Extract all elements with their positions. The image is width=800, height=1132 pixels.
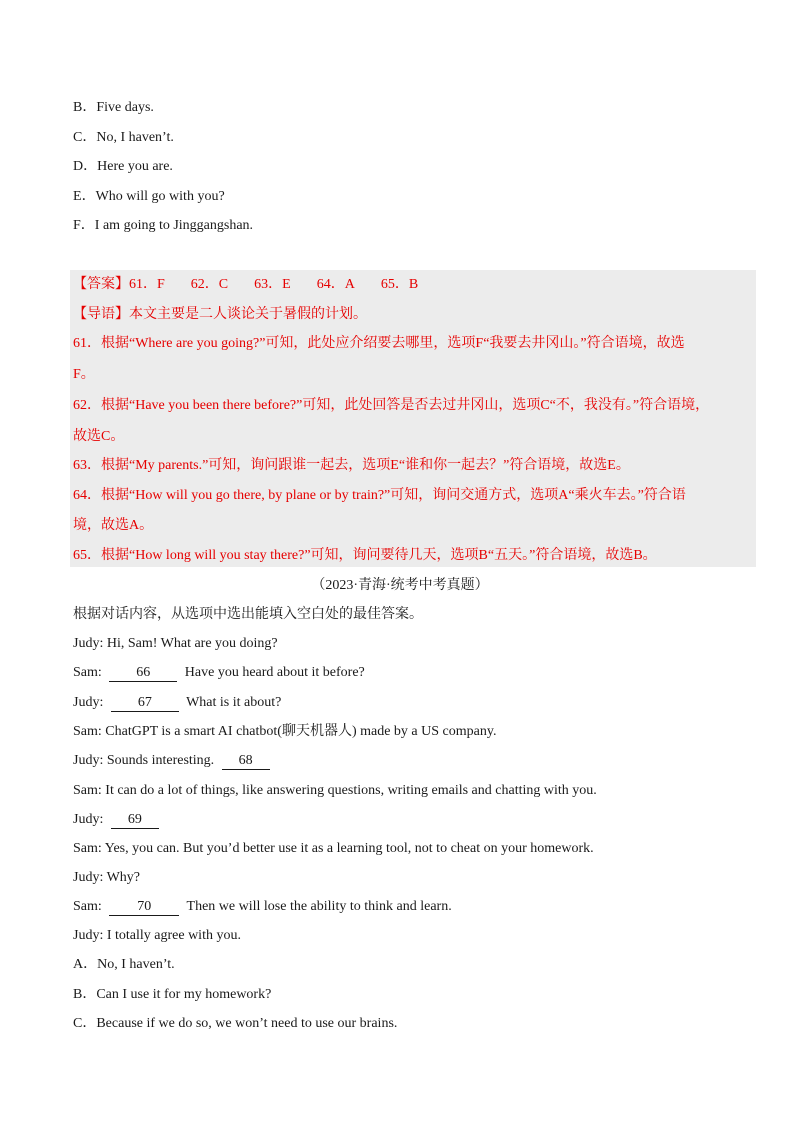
- blank-68: 68: [222, 752, 270, 770]
- option-e: E．Who will go with you?: [73, 189, 225, 204]
- blank-67: 67: [111, 694, 179, 712]
- option-c: C．No, I haven’t.: [73, 130, 174, 145]
- guide-label: 【导语】: [73, 307, 129, 322]
- explanation-61: 61．根据“Where are you going?”可知，此处应介绍要去哪里，选项F“我要去井冈山。”符合语境，故选: [73, 336, 685, 351]
- explanation-62: 62．根据“Have you been there before?”可知，此处回答是否去过井冈山，选项C“不，我没有。”符合语境，: [73, 398, 710, 413]
- dialogue-line: Sam: It can do a lot of things, like answering questions, writing emails and chatting with you.: [73, 783, 597, 798]
- answer-item: 62．C: [190, 277, 229, 292]
- answer-item: 63．E: [254, 277, 291, 292]
- answer-item: 61．F: [129, 277, 165, 292]
- blank-69: 69: [111, 811, 159, 829]
- dialogue-line: Sam: Yes, you can. But you’d better use it as a learning tool, not to cheat on your homework.: [73, 841, 594, 856]
- dialogue-line: Judy: Sounds interesting. 68: [73, 751, 274, 771]
- answer-line: [73, 275, 418, 295]
- explanation-62-cont: 故选C。: [73, 429, 125, 444]
- explanation-61-cont: F。: [73, 367, 95, 382]
- dialogue-line: Sam: ChatGPT is a smart AI chatbot(聊天机器人) made by a US company.: [73, 724, 497, 739]
- dialogue-line: Judy: Hi, Sam! What are you doing?: [73, 636, 278, 651]
- question-source: （2023·青海·统考中考真题）: [311, 578, 489, 593]
- explanation-65: 65．根据“How long will you stay there?”可知，询问要待几天，选项B“五天。”符合语境，故选B。: [73, 548, 657, 563]
- explanation-64: 64．根据“How will you go there, by plane or by train?”可知，询问交通方式，选项A“乘火车去。”符合语: [73, 488, 686, 503]
- question-instruction: 根据对话内容，从选项中选出能填入空白处的最佳答案。: [73, 607, 423, 622]
- explanation-63: 63．根据“My parents.”可知，询问跟谁一起去，选项E“谁和你一起去？”符合语境，故选E。: [73, 458, 630, 473]
- dialogue-line: Judy: 69: [73, 810, 163, 830]
- guide-line: [73, 305, 367, 325]
- option-b: B．Can I use it for my homework?: [73, 987, 272, 1002]
- dialogue-line: Judy: Why?: [73, 870, 141, 885]
- dialogue-line: Sam: 66 Have you heard about it before?: [73, 665, 365, 680]
- option-d: D．Here you are.: [73, 159, 173, 174]
- answer-item: 65．B: [380, 277, 419, 292]
- guide-text: 本文主要是二人谈论关于暑假的计划。: [129, 307, 367, 322]
- option-f: F．I am going to Jinggangshan.: [73, 218, 254, 233]
- answer-label: 【答案】: [73, 277, 129, 292]
- dialogue-line: Sam: 70 Then we will lose the ability to think and learn.: [73, 899, 452, 914]
- blank-66: 66: [109, 664, 177, 682]
- blank-70: 70: [109, 898, 179, 916]
- dialogue-line: Judy: 67 What is it about?: [73, 695, 282, 710]
- option-b: B．Five days.: [73, 100, 154, 115]
- option-a: A．No, I haven’t.: [73, 957, 175, 972]
- explanation-64-cont: 境，故选A。: [73, 518, 154, 533]
- answer-item: 64．A: [316, 277, 355, 292]
- dialogue-line: Judy: I totally agree with you.: [73, 928, 241, 943]
- option-c: C．Because if we do so, we won’t need to use our brains.: [73, 1016, 398, 1031]
